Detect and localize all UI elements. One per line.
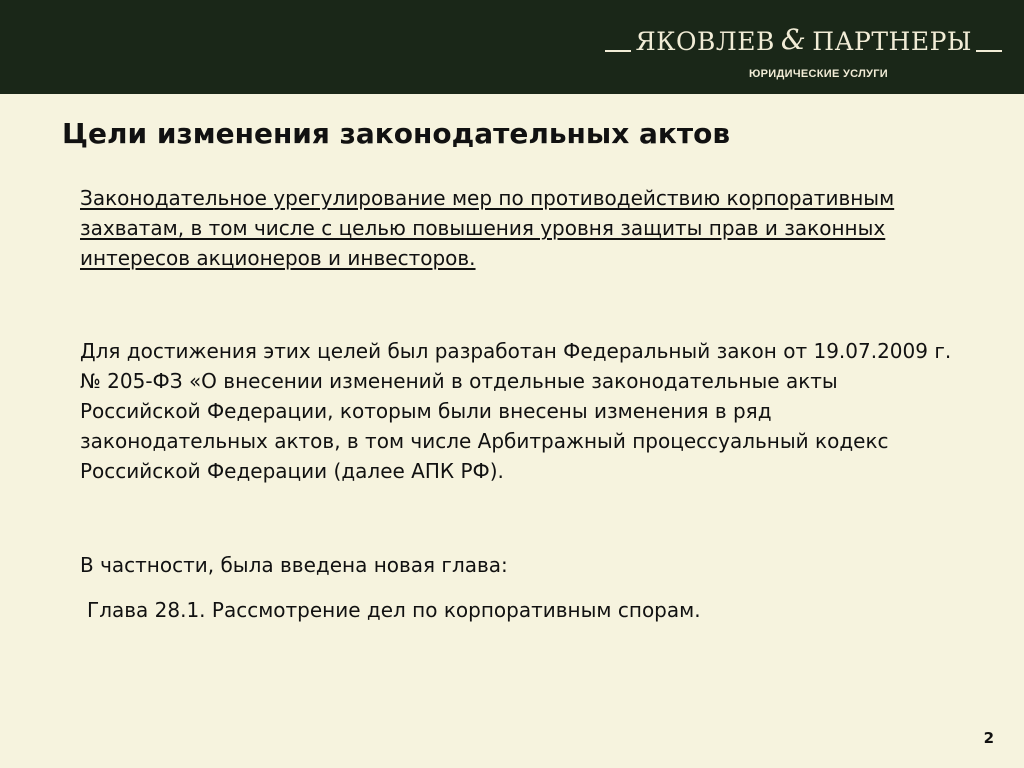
goal-paragraph: Законодательное урегулирование мер по противодействию корпоративным захватам, в том числе с целью повышения уровня защиты прав и законных интересов акционеров и инвесторов. [80, 186, 895, 270]
brand-ampersand: & [780, 23, 807, 56]
brand-tagline: ЮРИДИЧЕСКИЕ УСЛУГИ [749, 68, 888, 80]
law-paragraph: Для достижения этих целей был разработан Федеральный закон от 19.07.2009 г. № 205-ФЗ «О внесении изменений в отдельные законодательные акты Российской Федерации, которым были внесены изменения в ряд законодательных актов, в том числе Арбитражный процессуальный кодекс Российской Федерации (далее АПК РФ). [80, 339, 952, 483]
slide-title: Цели изменения законодательных актов [62, 117, 731, 150]
logo-rule-right [976, 50, 1002, 52]
brand-logo [605, 23, 1002, 56]
brand-name-left: ЯКОВЛЕВ [635, 27, 775, 56]
header-bar [0, 0, 1024, 94]
chapter-title: Глава 28.1. Рассмотрение дел по корпоративным спорам. [87, 598, 701, 622]
logo-rule-left [605, 50, 631, 52]
brand-name-right: ПАРТНЕРЫ [812, 27, 972, 56]
new-chapter-intro: В частности, была введена новая глава: [80, 553, 508, 577]
page-number: 2 [983, 729, 994, 747]
